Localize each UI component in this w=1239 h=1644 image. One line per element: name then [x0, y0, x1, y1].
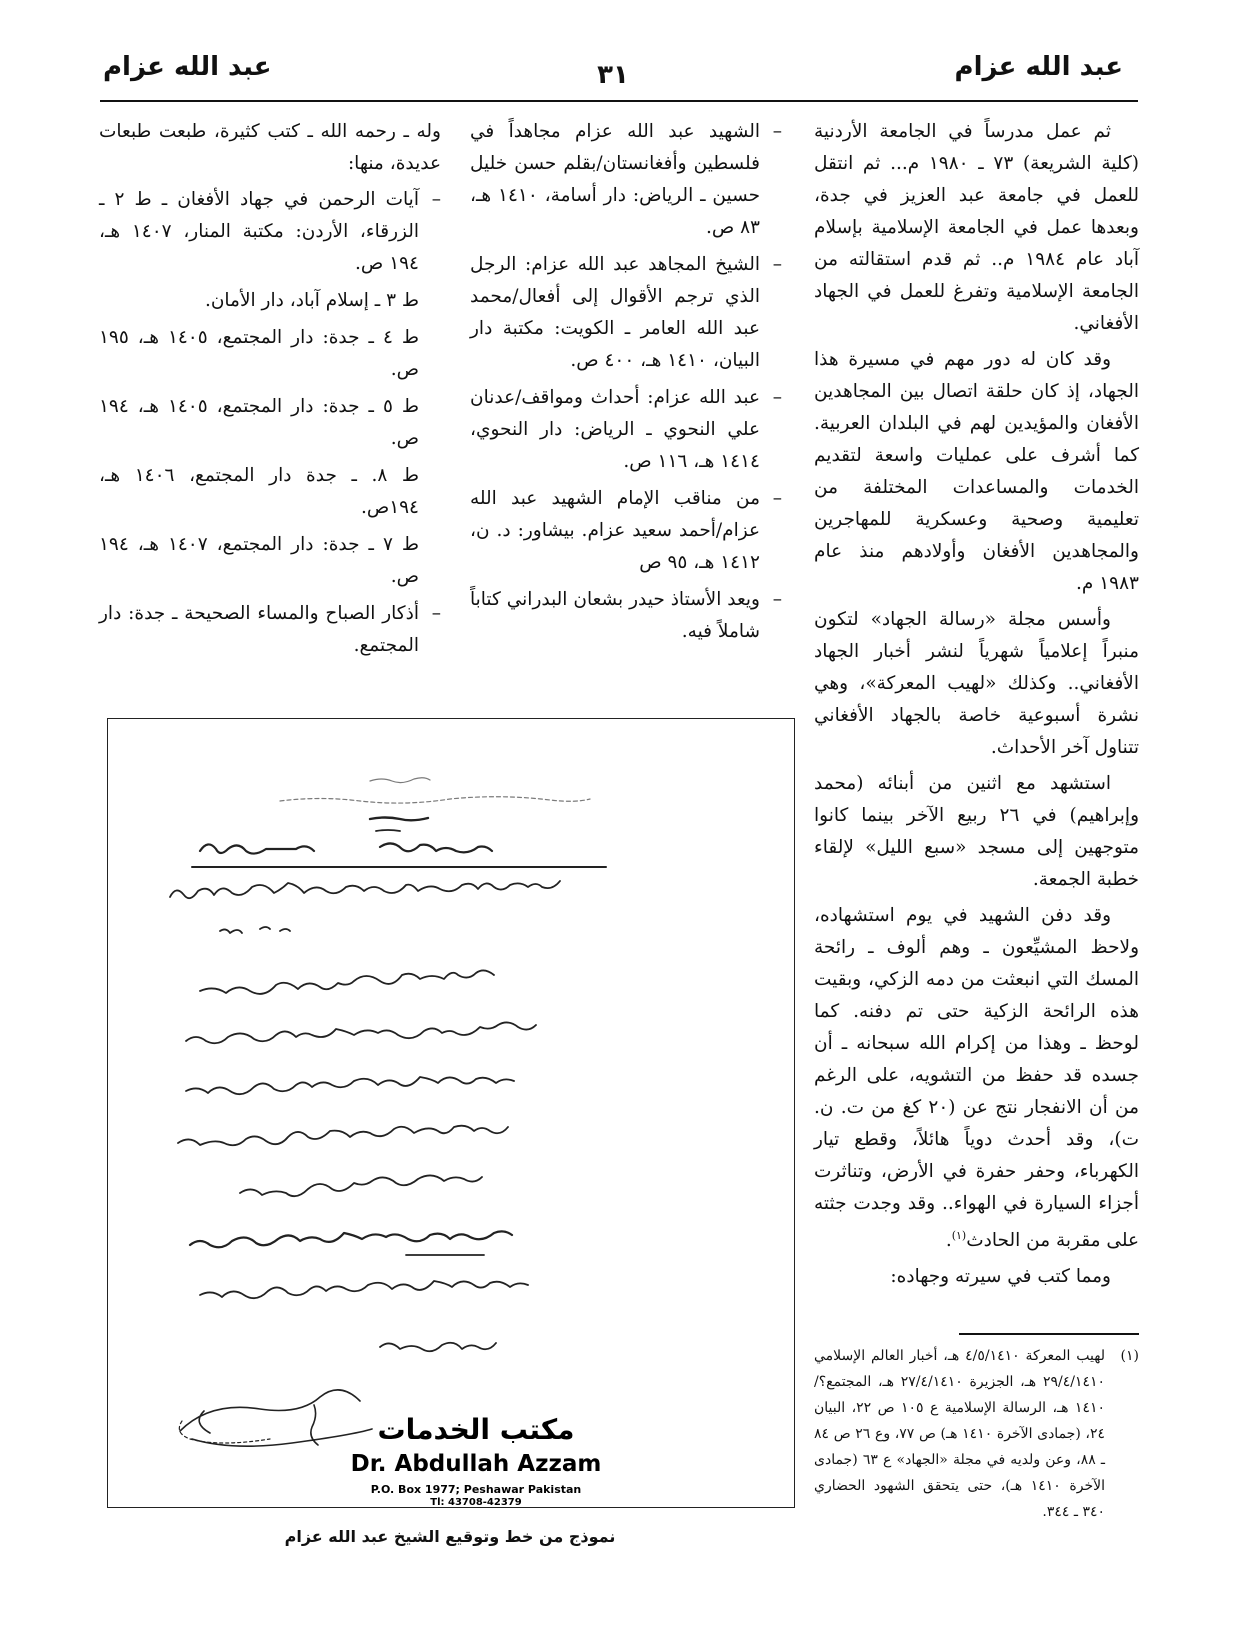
stamp-phone: Tl: 43708-42379	[430, 1497, 522, 1507]
books-list	[99, 184, 441, 280]
running-head-right: عبد الله عزام	[954, 52, 1123, 82]
paragraph-career: ثم عمل مدرساً في الجامعة الأردنية (كلية الشريعة) ٧٣ ـ ١٩٨٠ م... ثم انتقل للعمل في جامعة عبد العزيز في جدة، وبعدها عمل في الجامعة الإسلامية بإسلام آباد عام ١٩٨٤ م.. ثم قدم استقالته من الجامعة الإسلامية وتفرغ للعمل في الجهاد الأفغاني.	[814, 121, 1139, 334]
page-number: ٣١	[597, 60, 629, 90]
paragraph-martyrdom: استشهد مع اثنين من أبنائه (محمد وإبراهيم) في ٢٦ ربيع الآخر بينما كانوا متوجهين إلى مسجد «سبع الليل» لإلقاء خطبة الجمعة.	[814, 773, 1139, 890]
list-item: – الشهيد عبد الله عزام مجاهداً في فلسطين وأفغانستان/بقلم حسن خليل حسين ـ الرياض: دار أسامة، ١٤١٠ هـ، ٨٣ ص.	[470, 116, 782, 244]
middle-column	[470, 116, 782, 653]
stamp-office-name: مكتب الخدمات	[377, 1413, 575, 1446]
edition-line: ط ٤ ـ جدة: دار المجتمع، ١٤٠٥ هـ، ١٩٥ ص.	[99, 327, 419, 380]
letter-svg	[108, 719, 794, 1507]
footnote	[814, 1343, 1139, 1525]
footnote-marker: (١)	[951, 1229, 967, 1242]
list-item: – آيات الرحمن في جهاد الأفغان ـ ط ٢ ـ الزرقاء، الأردن: مكتبة المنار، ١٤٠٧ هـ، ١٩٤ ص.	[99, 184, 441, 280]
books-list-2	[99, 598, 441, 662]
left-column	[99, 116, 441, 667]
stamp-doctor-name: Dr. Abdullah Azzam	[350, 1451, 602, 1477]
edition-line: ط ٣ ـ إسلام آباد، دار الأمان.	[204, 290, 419, 311]
edition-line: ط ٥ ـ جدة: دار المجتمع، ١٤٠٥ هـ، ١٩٤ ص.	[99, 396, 419, 449]
footnote-rule	[959, 1333, 1139, 1335]
burial-text: وقد دفن الشهيد في يوم استشهاده، ولاحظ المشيِّعون ـ وهم ألوف ـ رائحة المسك التي انبعثت من دمه الزكي، وبقيت هذه الرائحة الزكية حتى تم دفنه. كما لوحظ ـ وهذا من إكرام الله سبحانه ـ أن جسده قد حفظ من التشويه، على الرغم من أن الانفجار نتج عن (٢٠ كغ من ت. ن. ت)، وقد أحدث دوياً هائلاً، وقطع تيار الكهرباء، وحفر حفرة في الأرض، وتناثرت أجزاء السيارة في الهواء.. وقد وجدت جثته على مقربة من الحادث	[814, 905, 1139, 1252]
image-caption: نموذج من خط وتوقيع الشيخ عبد الله عزام	[284, 1527, 616, 1546]
books-intro: وله ـ رحمه الله ـ كتب كثيرة، طبعت طبعات عديدة، منها:	[99, 121, 441, 174]
paragraph-magazine: وأسس مجلة «رسالة الجهاد» لتكون منبراً إعلامياً شهرياً لنشر أخبار الجهاد الأفغاني.. وكذلك «لهيب المعركة»، وهي نشرة أسبوعية خاصة بالجهاد الأفغاني تتناول آخر الأحداث.	[814, 609, 1139, 758]
list-item: – من مناقب الإمام الشهيد عبد الله عزام/أحمد سعيد عزام. بيشاور: د. ن، ١٤١٢ هـ، ٩٥ ص	[470, 483, 782, 579]
stamp-address: P.O. Box 1977; Peshawar Pakistan	[370, 1483, 582, 1496]
edition-line: ط ٧ ـ جدة: دار المجتمع، ١٤٠٧ هـ، ١٩٤ ص.	[99, 534, 419, 587]
paragraph-burial: وقد دفن الشهيد في يوم استشهاده، ولاحظ المشيِّعون ـ وهم ألوف ـ رائحة المسك التي انبعثت من دمه الزكي، وبقيت هذه الرائحة الزكية حتى تم دفنه. كما لوحظ ـ وهذا من إكرام الله سبحانه ـ أن جسده قد حفظ من التشويه، على الرغم من أن الانفجار نتج عن (٢٠ كغ من ت. ن. ت)، وقد أحدث دوياً هائلاً، وقطع تيار الكهرباء، وحفر حفرة في الأرض، وتناثرت أجزاء السيارة في الهواء.. وقد وجدت جثته على مقربة من الحادث$^{(١)}$.	[814, 905, 1139, 1252]
edition-line: ط ٨. ـ جدة دار المجتمع، ١٤٠٦ هـ، ١٩٤ص.	[99, 465, 419, 518]
running-head-left: عبد الله عزام	[103, 52, 272, 82]
list-item: – ويعد الأستاذ حيدر بشعان البدراني كتاباً شاملاً فيه.	[470, 584, 782, 648]
list-item: – عبد الله عزام: أحداث ومواقف/عدنان علي النحوي ـ الرياض: دار النحوي، ١٤١٤ هـ، ١١٦ ص.	[470, 382, 782, 478]
paragraph-writings-intro: ومما كتب في سيرته وجهاده:	[890, 1266, 1111, 1288]
list-item: – الشيخ المجاهد عبد الله عزام: الرجل الذي ترجم الأقوال إلى أفعال/محمد عبد الله العامر ـ الكويت: مكتبة دار البيان، ١٤١٠ هـ، ٤٠٠ ص.	[470, 249, 782, 377]
list-item: – أذكار الصباح والمساء الصحيحة ـ جدة: دار المجتمع.	[99, 598, 441, 662]
footnote-number: (١)	[1120, 1348, 1139, 1364]
biography-list	[470, 116, 782, 648]
header-rule	[100, 100, 1138, 102]
paragraph-role: وقد كان له دور مهم في مسيرة هذا الجهاد، إذ كان حلقة اتصال بين المجاهدين الأفغان والمؤيدين لهم في البلدان العربية. كما أشرف على عمليات واسعة لتقديم الخدمات والمساعدات المختلفة من تعليمية وصحية وعسكرية للمهاجرين والمجاهدين الأفغان وأولادهم منذ عام ١٩٨٣ م.	[814, 349, 1139, 594]
right-column	[814, 116, 1139, 1297]
footnote-text: لهيب المعركة ٤/٥/١٤١٠ هـ، أخبار العالم الإسلامي ٢٩/٤/١٤١٠ هـ، الجزيرة ٢٧/٤/١٤١٠ هـ، المجتمع؟/١٤١٠ هـ، الرسالة الإسلامية ع ١٠٥ ص ٢٢، البيان ٢٤، (جمادى الآخرة ١٤١٠ هـ) ص ٧٧، وع ٢٦ ص ٨٤ ـ ٨٨، وعن ولديه في مجلة «الجهاد» ع ٦٣ (جمادى الآخرة ١٤١٠ هـ)، حتى يتحقق الشهود الحضاري ٣٤٠ ـ ٣٤٤.	[814, 1348, 1106, 1520]
handwritten-letter-image	[107, 718, 795, 1508]
